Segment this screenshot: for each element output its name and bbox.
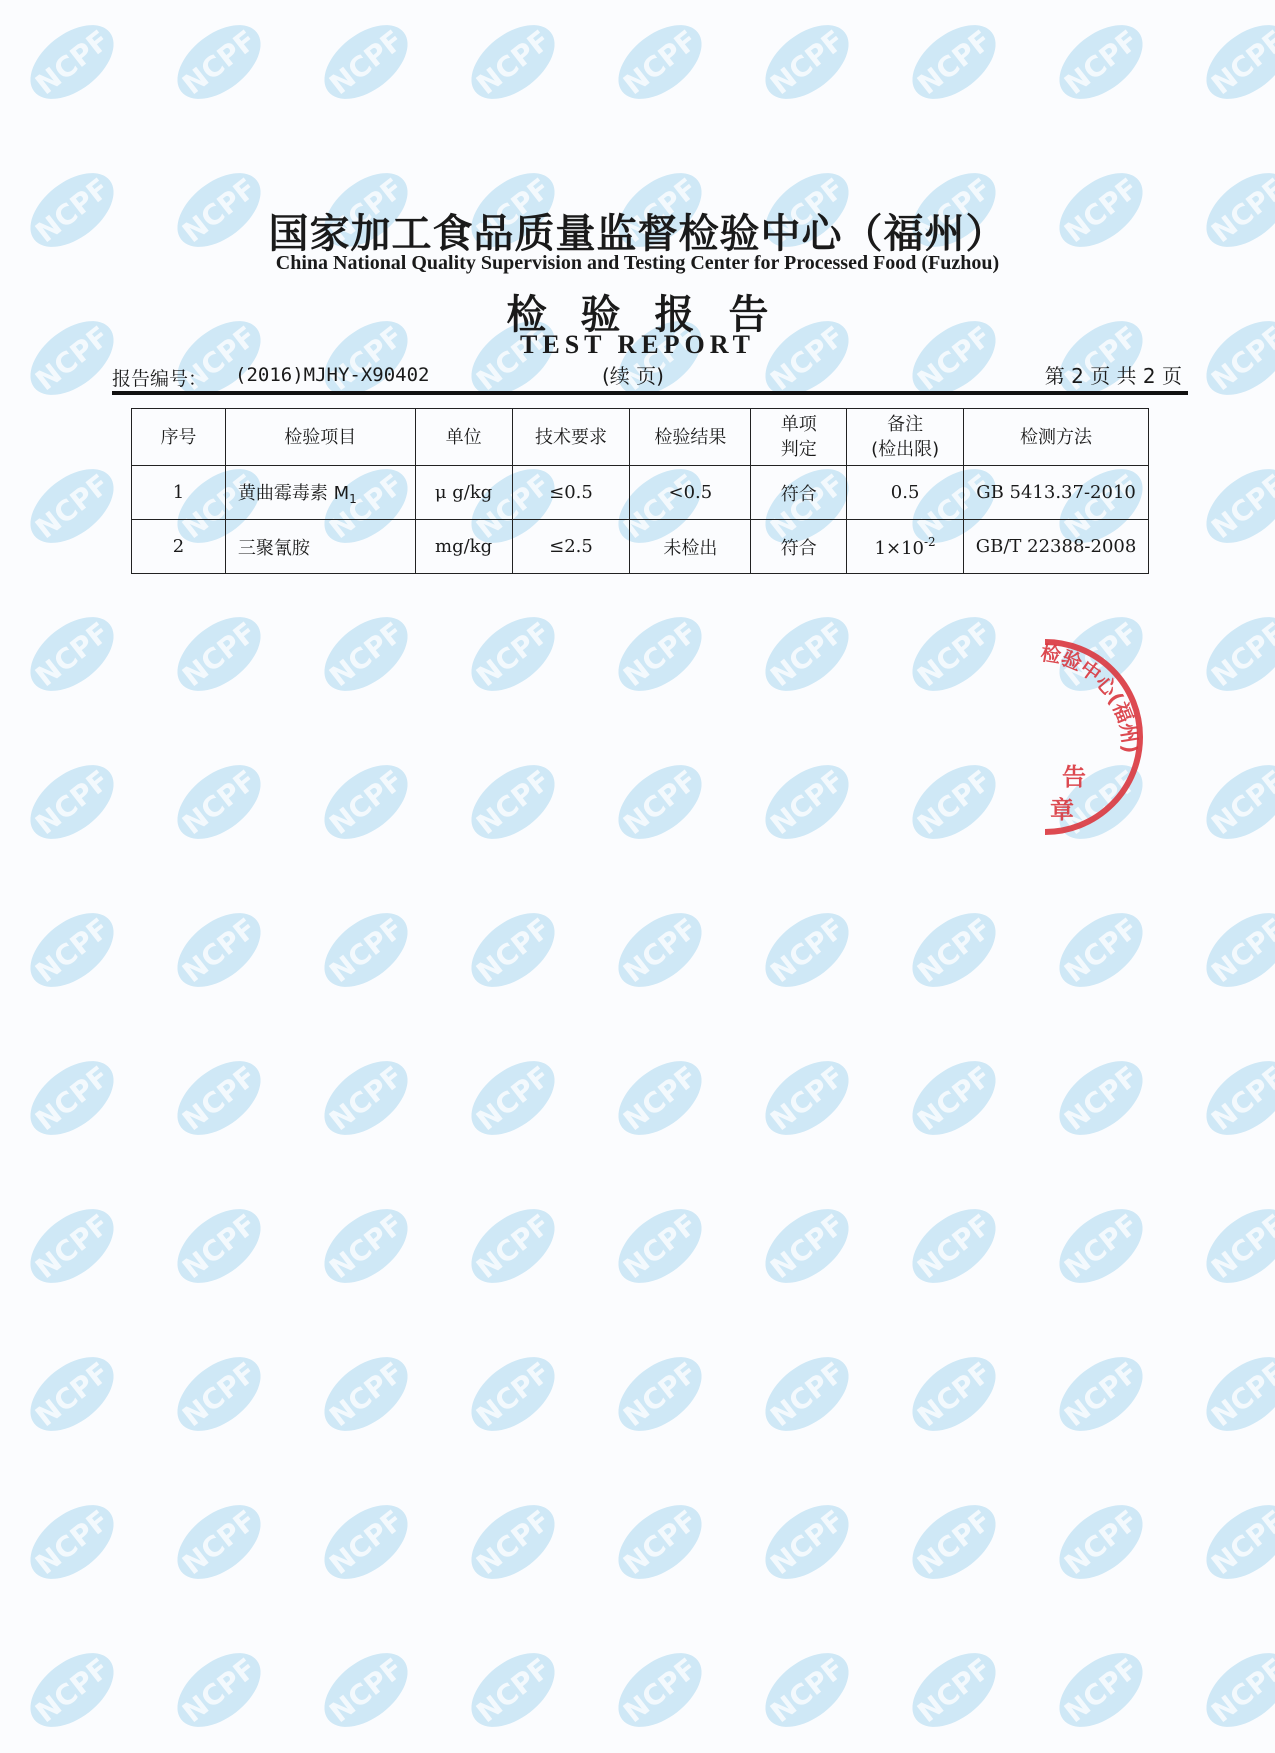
svg-text:告: 告 xyxy=(1062,763,1086,791)
cell-item: 三聚氰胺 xyxy=(225,520,415,574)
cell-unit: μ g/kg xyxy=(415,466,512,520)
header-no: 序号 xyxy=(132,409,226,466)
cell-unit: mg/kg xyxy=(415,520,512,574)
header-rule xyxy=(112,391,1188,395)
cell-judgement: 符合 xyxy=(751,466,847,520)
header-item: 检验项目 xyxy=(225,409,415,466)
cell-remark-base: 1×10 xyxy=(874,537,924,559)
header-remark xyxy=(847,409,964,466)
official-seal-stamp xyxy=(1000,620,1170,850)
cell-item-text: 黄曲霉毒素 M xyxy=(237,483,350,504)
header-remark-line-2: (检出限) xyxy=(871,439,940,460)
header-judgement-line-1: 单项 xyxy=(780,414,817,435)
cell-requirement: ≤2.5 xyxy=(512,520,630,574)
cell-item-subscript: 1 xyxy=(349,492,357,506)
svg-text:章: 章 xyxy=(1050,796,1074,824)
svg-text:检验中心(福州): 检验中心(福州) xyxy=(1039,640,1143,754)
cell-remark xyxy=(847,520,964,574)
cell-remark: 0.5 xyxy=(847,466,964,520)
table-header-row xyxy=(132,409,1149,466)
page-info: 第 2 页 共 2 页 xyxy=(1044,364,1182,388)
report-title-en: TEST REPORT xyxy=(520,330,755,359)
cell-judgement: 符合 xyxy=(751,520,847,574)
header-requirement: 技术要求 xyxy=(512,409,630,466)
report-number-label: 报告编号： xyxy=(112,368,208,390)
header-remark-line-1: 备注 xyxy=(887,414,924,435)
header-result: 检验结果 xyxy=(630,409,751,466)
cell-no: 2 xyxy=(132,520,226,574)
table-row xyxy=(132,520,1149,574)
results-table xyxy=(131,408,1149,574)
cell-result: 未检出 xyxy=(630,520,751,574)
report-title-cn: 检验报告 xyxy=(506,292,803,338)
report-number: (2016)MJHY-X90402 xyxy=(235,364,430,386)
continued-page-label: (续 页) xyxy=(602,364,664,388)
cell-result: <0.5 xyxy=(630,466,751,520)
cell-item xyxy=(225,466,415,520)
header-judgement xyxy=(751,409,847,466)
header-method: 检测方法 xyxy=(964,409,1149,466)
header-judgement-line-2: 判定 xyxy=(780,439,817,460)
center-name-en: China National Quality Supervision and Testing Center for Processed Food (Fuzhou) xyxy=(275,252,1000,274)
cell-requirement: ≤0.5 xyxy=(512,466,630,520)
cell-no: 1 xyxy=(132,466,226,520)
cell-method: GB/T 22388-2008 xyxy=(964,520,1149,574)
cell-remark-exponent: -2 xyxy=(924,534,936,549)
center-name-cn: 国家加工食品质量监督检验中心（福州） xyxy=(268,211,1007,257)
cell-method: GB 5413.37-2010 xyxy=(964,466,1149,520)
header-unit: 单位 xyxy=(415,409,512,466)
table-row xyxy=(132,466,1149,520)
report-meta-row xyxy=(112,360,1182,390)
